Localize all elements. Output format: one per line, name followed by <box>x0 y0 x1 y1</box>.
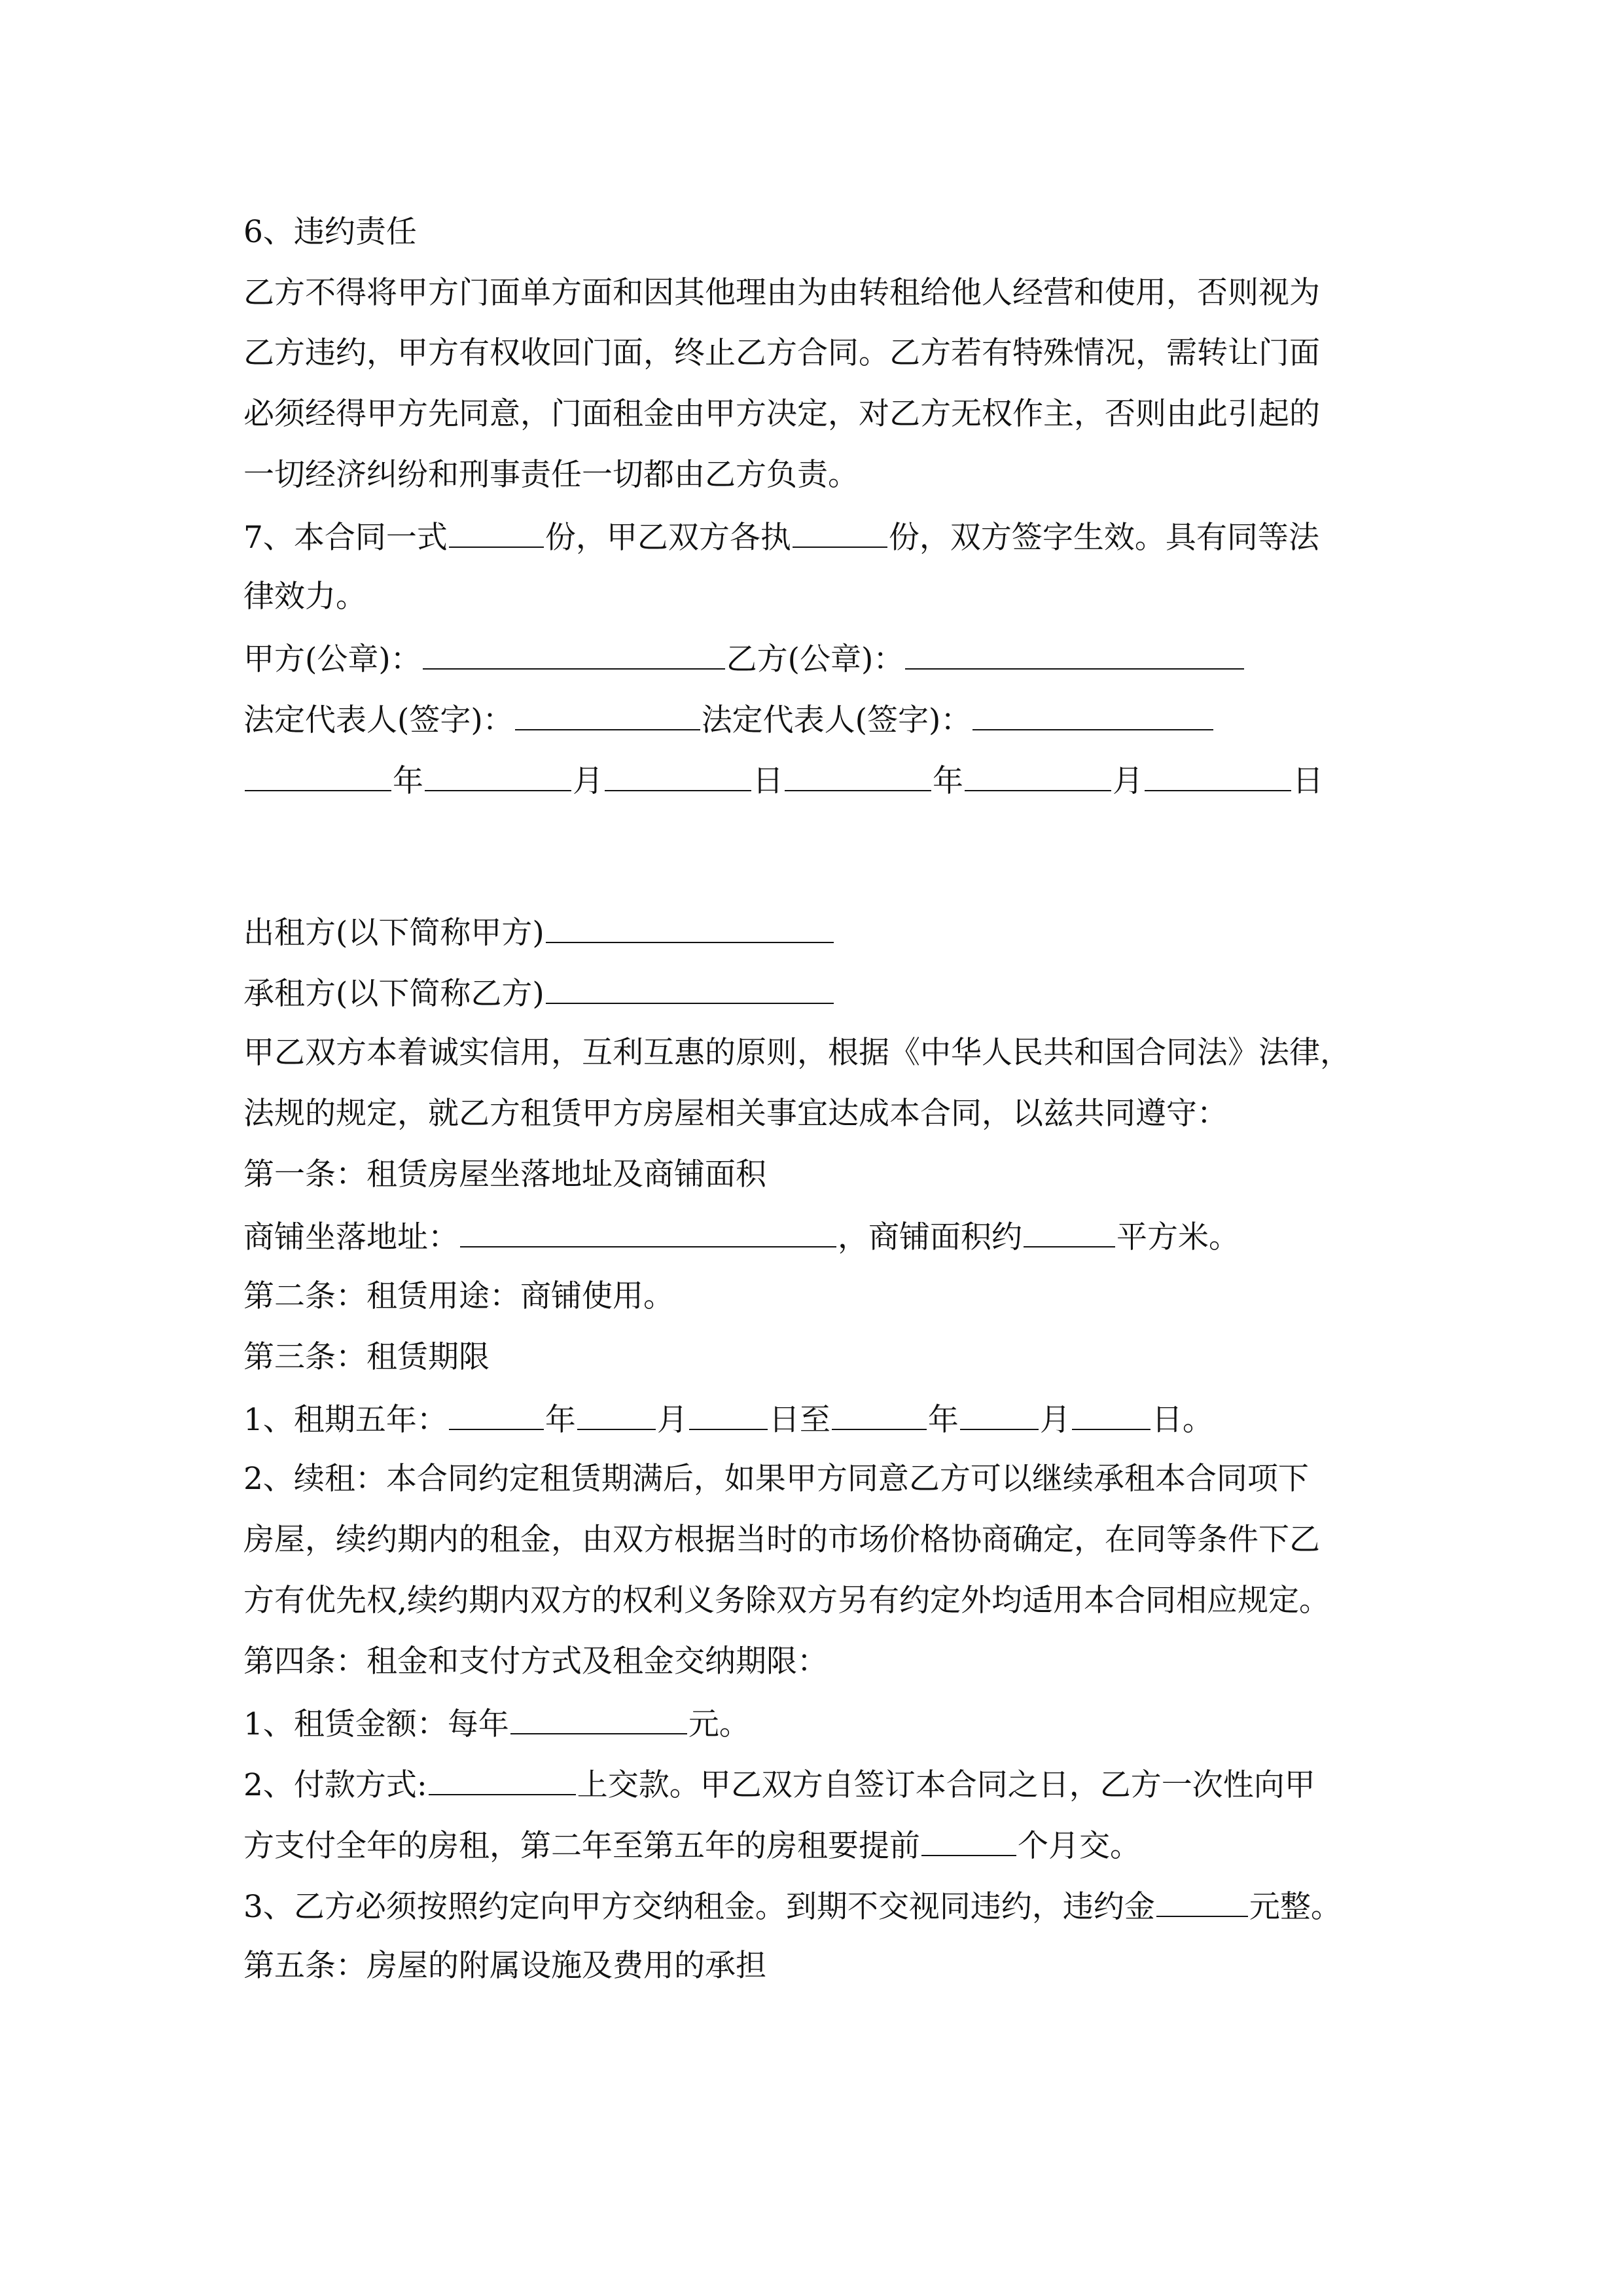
term-start-year-blank[interactable] <box>449 1399 544 1430</box>
date-line: 年 月 日 年 月 日 <box>243 760 1323 799</box>
lessee-blank[interactable] <box>546 973 834 1004</box>
address-blank[interactable] <box>460 1216 836 1247</box>
penalty-amount-blank[interactable] <box>1156 1886 1248 1917</box>
date-b-month-blank[interactable] <box>965 760 1111 791</box>
renewal-line-2: 房屋，续约期内的租金，由双方根据当时的市场价格协商确定，在同等条件下乙 <box>243 1522 1320 1558</box>
term-line: 1、租期五年： 年 月 日至 年 月 日。 <box>243 1399 1213 1438</box>
copies-each-blank[interactable] <box>793 516 887 548</box>
payment-method-blank[interactable] <box>429 1764 576 1795</box>
term-start-month-blank[interactable] <box>577 1399 656 1430</box>
renewal-line-3: 方有优先权,续约期内双方的权利义务除双方另有约定外均适用本合同相应规定。 <box>243 1583 1330 1619</box>
area-blank[interactable] <box>1024 1216 1115 1247</box>
seal-line: 甲方(公章)： 乙方(公章)： <box>243 638 1245 677</box>
legal-rep-line: 法定代表人(签字)： 法定代表人(签字)： <box>243 699 1215 738</box>
date-a-day-blank[interactable] <box>605 760 751 791</box>
payment-line-2: 方支付全年的房租，第二年至第五年的房租要提前 个月交。 <box>243 1825 1141 1864</box>
address-line: 商铺坐落地址： ，商铺面积约 平方米。 <box>243 1216 1240 1255</box>
preamble-line-2: 法规的规定，就乙方租赁甲方房屋相关事宜达成本合同，以兹共同遵守： <box>243 1096 1228 1132</box>
term-end-month-blank[interactable] <box>960 1399 1039 1430</box>
article4-title: 第四条：租金和支付方式及租金交纳期限： <box>243 1643 828 1679</box>
article5-title: 第五条：房屋的附属设施及费用的承担 <box>243 1948 766 1984</box>
article1-title: 第一条：租赁房屋坐落地址及商铺面积 <box>243 1157 766 1193</box>
article3-title: 第三条：租赁期限 <box>243 1339 490 1375</box>
party-b-seal-blank[interactable] <box>905 638 1244 670</box>
section6-line-1: 乙方不得将甲方门面单方面和因其他理由为由转租给他人经营和使用，否则视为 <box>243 275 1320 311</box>
copies-total-blank[interactable] <box>449 516 544 548</box>
section7-line-1: 7、本合同一式 份，甲乙双方各执 份，双方签字生效。具有同等法 <box>243 516 1319 556</box>
late-payment-line: 3、乙方必须按照约定向甲方交纳租金。到期不交视同违约，违约金 元整。 <box>243 1886 1342 1925</box>
date-a-month-blank[interactable] <box>425 760 571 791</box>
advance-months-blank[interactable] <box>921 1825 1016 1856</box>
section6-line-3: 必须经得甲方先同意，门面租金由甲方决定，对乙方无权作主，否则由此引起的 <box>243 396 1320 432</box>
article2: 第二条：租赁用途：商铺使用。 <box>243 1278 674 1314</box>
term-end-year-blank[interactable] <box>832 1399 927 1430</box>
date-b-day-blank[interactable] <box>1145 760 1291 791</box>
legal-rep-b-blank[interactable] <box>972 699 1213 730</box>
payment-line-1: 2、付款方式: 上交款。甲乙双方自签订本合同之日，乙方一次性向甲 <box>243 1764 1315 1803</box>
date-a-year-blank[interactable] <box>245 760 391 791</box>
section6-line-2: 乙方违约，甲方有权收回门面，终止乙方合同。乙方若有特殊情况，需转让门面 <box>243 335 1320 371</box>
preamble-line-1: 甲乙双方本着诚实信用，互利互惠的原则，根据《中华人民共和国合同法》法律， <box>243 1035 1351 1071</box>
lessee-line: 承租方(以下简称乙方) <box>243 973 835 1012</box>
lessor-line: 出租方(以下简称甲方) <box>243 912 835 951</box>
term-start-day-blank[interactable] <box>689 1399 768 1430</box>
rent-line: 1、租赁金额：每年 元。 <box>243 1703 750 1742</box>
section6-line-4: 一切经济纠纷和刑事责任一切都由乙方负责。 <box>243 457 859 493</box>
party-a-seal-blank[interactable] <box>423 638 725 670</box>
legal-rep-a-blank[interactable] <box>515 699 700 730</box>
renewal-line-1: 2、续租：本合同约定租赁期满后，如果甲方同意乙方可以继续承租本合同项下 <box>243 1461 1309 1497</box>
date-b-year-blank[interactable] <box>785 760 931 791</box>
lessor-blank[interactable] <box>546 912 834 943</box>
term-end-day-blank[interactable] <box>1072 1399 1150 1430</box>
section6-heading: 6、违约责任 <box>243 214 417 250</box>
rent-amount-blank[interactable] <box>510 1703 687 1734</box>
section7-line-2: 律效力。 <box>243 579 366 615</box>
